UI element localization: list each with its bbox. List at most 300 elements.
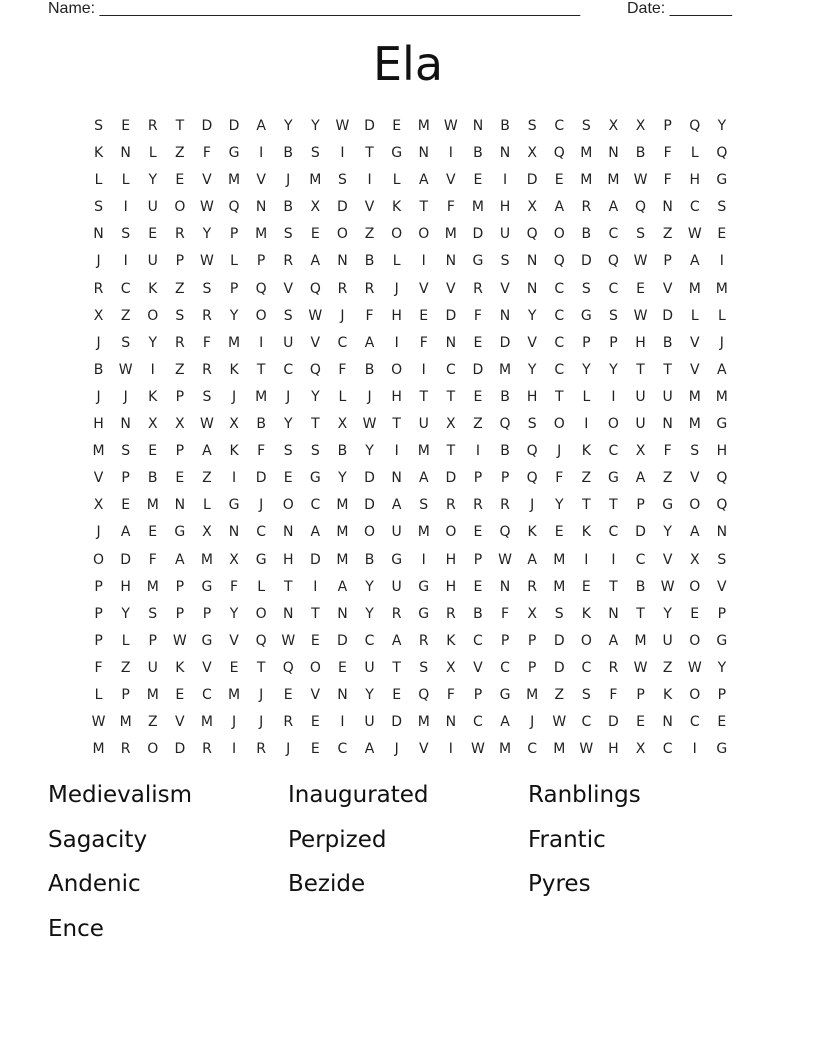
grid-letter: P (148, 632, 157, 649)
grid-letter: T (446, 443, 456, 460)
grid-letter: O (174, 199, 186, 216)
grid-letter: J (259, 497, 264, 514)
grid-letter: N (526, 280, 538, 297)
grid-letter: F (230, 578, 239, 595)
grid-letter: Y (663, 524, 672, 541)
grid-letter: I (448, 741, 453, 758)
grid-letter: P (175, 578, 185, 595)
grid-letter: U (635, 388, 646, 405)
grid-letter: W (498, 551, 512, 568)
grid-letter: E (283, 686, 293, 703)
grid-letter: S (94, 199, 103, 216)
grid-letter: I (611, 388, 616, 405)
grid-letter: C (554, 307, 565, 324)
grid-letter: N (282, 605, 294, 622)
grid-letter: U (364, 659, 375, 676)
grid-letter: E (121, 118, 131, 134)
grid-letter: Y (148, 334, 158, 351)
grid-letter: M (146, 578, 159, 595)
grid-letter: P (636, 497, 645, 514)
grid-letter: Y (148, 172, 158, 189)
grid-letter: C (473, 714, 483, 731)
grid-letter: O (309, 659, 321, 676)
grid-letter: M (417, 118, 430, 134)
grid-letter: Y (229, 307, 239, 324)
grid-letter: Y (365, 578, 374, 595)
grid-letter: R (337, 280, 348, 297)
grid-letter: S (283, 226, 293, 243)
grid-letter: X (229, 551, 239, 568)
grid-letter: H (608, 741, 619, 758)
grid-letter: P (175, 388, 185, 405)
grid-letter: P (663, 253, 672, 270)
grid-letter: C (554, 118, 565, 134)
grid-letter: O (391, 361, 403, 378)
grid-letter: X (635, 443, 646, 460)
grid-letter: F (609, 686, 618, 703)
grid-letter: C (473, 632, 483, 649)
grid-letter: T (636, 605, 645, 622)
grid-letter: S (717, 551, 727, 568)
grid-letter: S (717, 199, 727, 216)
grid-letter: W (335, 118, 350, 134)
grid-letter: W (633, 307, 648, 324)
grid-letter: U (499, 226, 511, 243)
grid-letter: I (123, 253, 128, 270)
grid-letter: R (283, 714, 294, 731)
grid-letter: G (391, 551, 403, 568)
grid-letter: W (91, 714, 106, 731)
grid-letter: W (281, 632, 296, 649)
grid-letter: D (228, 118, 240, 134)
grid-letter: X (527, 145, 537, 162)
grid-letter: P (202, 605, 212, 622)
grid-letter: Z (202, 470, 212, 487)
grid-letter: N (716, 524, 728, 541)
grid-letter: C (445, 361, 456, 378)
grid-letter: D (472, 361, 484, 378)
grid-letter: Q (526, 470, 538, 487)
header (0, 0, 816, 20)
grid-letter: N (526, 253, 538, 270)
grid-letter: E (310, 226, 320, 243)
grid-letter: F (446, 199, 455, 216)
grid-letter: P (636, 686, 645, 703)
grid-letter: B (364, 551, 375, 568)
grid-letter: U (147, 199, 158, 216)
grid-letter: A (554, 199, 565, 216)
grid-letter: M (688, 280, 701, 297)
grid-letter: H (526, 388, 538, 405)
grid-letter: G (255, 551, 267, 568)
grid-letter: B (662, 334, 673, 351)
grid-letter: Z (147, 714, 158, 731)
grid-letter: L (392, 253, 401, 270)
grid-letter: P (500, 632, 510, 649)
grid-letter: X (147, 416, 158, 433)
grid-letter: O (255, 307, 267, 324)
grid-letter: O (147, 741, 159, 758)
grid-letter: M (417, 524, 430, 541)
grid-letter: M (526, 686, 539, 703)
grid-letter: N (662, 714, 673, 731)
grid-letter: P (94, 605, 103, 622)
grid-letter: D (120, 551, 132, 568)
grid-letter: V (689, 334, 700, 351)
grid-letter: T (175, 118, 185, 134)
grid-letter: X (635, 741, 646, 758)
grid-letter: N (662, 416, 673, 433)
grid-letter: J (231, 388, 237, 405)
grid-letter: S (500, 253, 510, 270)
grid-letter: F (473, 307, 482, 324)
grid-letter: S (310, 443, 320, 460)
grid-letter: G (716, 632, 728, 649)
grid-letter: J (96, 334, 101, 351)
grid-letter: E (636, 714, 645, 731)
grid-letter: D (445, 470, 457, 487)
grid-letter: U (364, 714, 375, 731)
grid-letter: M (228, 172, 241, 189)
grid-letter: D (526, 172, 538, 189)
grid-letter: M (336, 551, 349, 568)
grid-letter: W (552, 714, 567, 731)
grid-letter: M (228, 334, 241, 351)
grid-letter: D (174, 741, 186, 758)
grid-letter: L (148, 145, 157, 162)
grid-letter: L (690, 145, 699, 162)
grid-letter: R (445, 497, 456, 514)
grid-letter: S (202, 388, 212, 405)
grid-letter: V (310, 334, 321, 351)
grid-letter: L (94, 686, 103, 703)
grid-letter: M (309, 172, 322, 189)
grid-letter: J (96, 524, 101, 541)
grid-letter: K (527, 524, 537, 541)
grid-letter: L (582, 388, 591, 405)
grid-letter: C (554, 280, 565, 297)
grid-letter: P (500, 470, 510, 487)
grid-letter: I (340, 714, 345, 731)
grid-letter: G (472, 253, 484, 270)
grid-letter: S (121, 443, 131, 460)
grid-letter: F (555, 470, 564, 487)
grid-letter: V (256, 172, 266, 189)
grid-letter: N (391, 470, 402, 487)
grid-letter: E (690, 605, 700, 622)
grid-letter: F (501, 605, 510, 622)
grid-letter: N (337, 605, 348, 622)
grid-letter: B (256, 416, 266, 433)
grid-letter: O (689, 632, 701, 649)
grid-letter: V (364, 199, 375, 216)
grid-letter: I (231, 470, 237, 487)
grid-letter: D (309, 551, 321, 568)
grid-letter: K (663, 686, 673, 703)
grid-letter: A (717, 361, 727, 378)
grid-letter: J (96, 253, 101, 270)
grid-letter: I (475, 443, 480, 460)
grid-letter: C (554, 361, 565, 378)
grid-letter: W (687, 659, 702, 676)
grid-letter: I (340, 145, 345, 162)
grid-letter: Y (121, 605, 130, 622)
grid-letter: Z (662, 659, 673, 676)
grid-letter: S (283, 443, 293, 460)
grid-letter: Y (717, 659, 727, 676)
grid-letter: G (662, 497, 674, 514)
grid-letter: N (445, 334, 457, 351)
grid-letter: P (175, 443, 185, 460)
grid-letter: I (123, 199, 128, 216)
grid-letter: A (120, 524, 131, 541)
grid-letter: I (719, 253, 724, 270)
grid-letter: I (421, 551, 426, 568)
grid-letter: C (202, 686, 212, 703)
grid-letter: R (202, 361, 212, 378)
grid-letter: P (473, 470, 483, 487)
grid-letter: G (309, 470, 321, 487)
grid-letter: I (421, 361, 426, 378)
grid-letter: U (391, 578, 402, 595)
grid-letter: E (175, 172, 185, 189)
grid-letter: B (337, 443, 348, 460)
grid-letter: M (92, 741, 105, 758)
grid-letter: C (581, 659, 592, 676)
word-list-item: Frantic (528, 826, 606, 853)
grid-letter: H (120, 578, 131, 595)
grid-letter: O (689, 497, 701, 514)
grid-letter: X (446, 416, 456, 433)
grid-letter: M (580, 172, 593, 189)
grid-letter: P (229, 280, 239, 297)
grid-letter: S (554, 605, 564, 622)
grid-letter: V (418, 280, 429, 297)
grid-letter: T (392, 416, 401, 433)
grid-letter: S (527, 416, 537, 433)
grid-letter: F (257, 443, 266, 460)
grid-letter: V (229, 632, 239, 649)
grid-letter: V (717, 578, 727, 595)
grid-letter: N (445, 253, 457, 270)
grid-letter: X (337, 416, 348, 433)
grid-letter: S (121, 226, 131, 243)
grid-letter: B (283, 145, 294, 162)
grid-letter: D (499, 334, 511, 351)
grid-letter: T (365, 145, 374, 162)
grid-letter: G (228, 145, 240, 162)
grid-letter: B (635, 145, 646, 162)
grid-letter: B (473, 145, 483, 162)
grid-letter: M (499, 741, 512, 758)
grid-letter: E (283, 470, 293, 487)
grid-letter: C (554, 334, 565, 351)
grid-letter: R (473, 280, 483, 297)
grid-letter: A (337, 578, 348, 595)
grid-letter: E (473, 578, 483, 595)
grid-letter: Z (120, 307, 131, 324)
grid-letter: C (689, 199, 700, 216)
grid-letter: T (419, 388, 429, 405)
grid-letter: C (608, 524, 619, 541)
grid-letter: E (310, 632, 320, 649)
grid-letter: R (500, 497, 510, 514)
grid-letter: P (473, 551, 483, 568)
grid-letter: W (660, 578, 675, 595)
grid-letter: V (202, 172, 212, 189)
grid-letter: E (554, 524, 564, 541)
grid-letter: R (283, 253, 294, 270)
grid-letter: N (120, 416, 131, 433)
grid-letter: O (553, 226, 565, 243)
grid-letter: J (96, 388, 101, 405)
grid-letter: X (527, 199, 537, 216)
grid-letter: S (148, 605, 158, 622)
grid-letter: D (608, 714, 619, 731)
grid-letter: G (174, 524, 186, 541)
grid-letter: R (202, 307, 212, 324)
grid-letter: F (663, 443, 672, 460)
grid-letter: Z (120, 659, 131, 676)
grid-letter: A (391, 632, 402, 649)
grid-letter: E (229, 659, 239, 676)
grid-letter: B (364, 361, 375, 378)
grid-letter: D (364, 118, 375, 134)
grid-letter: S (527, 118, 537, 134)
grid-letter: B (147, 470, 158, 487)
grid-letter: Y (582, 361, 591, 378)
grid-letter: J (259, 686, 264, 703)
grid-letter: I (367, 172, 372, 189)
grid-letter: M (553, 741, 566, 758)
grid-letter: J (394, 280, 399, 297)
grid-letter: V (310, 686, 321, 703)
grid-letter: H (716, 443, 728, 460)
grid-letter: V (689, 470, 700, 487)
grid-letter: G (716, 172, 728, 189)
grid-letter: D (337, 632, 348, 649)
grid-letter: Y (365, 605, 374, 622)
grid-letter: K (581, 605, 591, 622)
grid-letter: M (499, 361, 512, 378)
grid-letter: C (689, 714, 700, 731)
grid-letter: M (417, 714, 430, 731)
grid-letter: R (364, 280, 375, 297)
grid-letter: C (662, 741, 673, 758)
grid-letter: H (391, 307, 402, 324)
grid-letter: Y (202, 226, 212, 243)
grid-letter: P (609, 334, 618, 351)
grid-letter: O (689, 686, 701, 703)
grid-letter: D (364, 470, 375, 487)
grid-letter: M (688, 416, 701, 433)
grid-letter: B (364, 253, 375, 270)
grid-letter: L (257, 578, 266, 595)
grid-letter: C (337, 334, 348, 351)
grid-letter: E (310, 714, 320, 731)
grid-letter: O (147, 307, 159, 324)
grid-letter: F (202, 145, 211, 162)
grid-letter: Y (283, 118, 293, 134)
grid-letter: T (311, 605, 320, 622)
grid-letter: X (635, 118, 646, 134)
grid-letter: N (472, 118, 484, 134)
grid-letter: L (338, 388, 347, 405)
grid-letter: S (121, 334, 131, 351)
grid-letter: I (584, 551, 589, 568)
word-list-item: Medievalism (48, 782, 193, 808)
grid-letter: E (392, 118, 402, 134)
grid-letter: M (200, 714, 213, 731)
grid-letter: J (530, 714, 535, 731)
grid-letter: C (337, 741, 348, 758)
grid-letter: Z (364, 226, 375, 243)
grid-letter: R (391, 605, 402, 622)
grid-letter: M (92, 443, 105, 460)
grid-letter: U (635, 416, 646, 433)
grid-letter: Q (418, 686, 430, 703)
grid-letter: I (421, 253, 426, 270)
grid-letter: Z (175, 280, 185, 297)
grid-letter: V (446, 172, 456, 189)
grid-letter: K (392, 199, 402, 216)
grid-letter: C (608, 226, 619, 243)
grid-letter: J (286, 172, 291, 189)
grid-letter: N (418, 145, 429, 162)
grid-letter: Y (717, 118, 727, 134)
grid-letter: M (200, 551, 213, 568)
grid-letter: R (120, 741, 131, 758)
grid-letter: E (175, 470, 185, 487)
grid-letter: V (689, 361, 700, 378)
grid-letter: J (286, 741, 291, 758)
grid-letter: W (172, 632, 187, 649)
grid-letter: M (228, 686, 241, 703)
grid-letter: K (229, 443, 239, 460)
grid-letter: W (362, 416, 377, 433)
word-list-item: Pyres (528, 871, 591, 897)
grid-letter: S (608, 307, 618, 324)
grid-letter: Z (554, 686, 565, 703)
grid-letter: A (310, 253, 321, 270)
grid-letter: A (364, 741, 375, 758)
grid-letter: P (527, 659, 537, 676)
grid-letter: A (527, 551, 537, 568)
grid-letter: V (93, 470, 104, 487)
grid-letter: K (93, 145, 104, 162)
grid-letter: E (473, 524, 483, 541)
word-list-item: Ence (48, 915, 104, 942)
grid-letter: F (94, 659, 103, 676)
grid-letter: X (202, 524, 212, 541)
grid-letter: S (636, 226, 645, 243)
grid-letter: K (148, 388, 158, 405)
grid-letter: P (663, 118, 672, 134)
grid-letter: Y (229, 605, 239, 622)
grid-letter: D (553, 632, 565, 649)
grid-letter: M (553, 551, 566, 568)
grid-letter: F (446, 686, 455, 703)
grid-letter: J (557, 443, 562, 460)
grid-letter: J (719, 334, 724, 351)
name-field-label: Name: ______________________________________________________ (48, 0, 581, 17)
grid-letter: K (581, 443, 591, 460)
grid-letter: N (174, 497, 186, 514)
grid-letter: F (338, 361, 347, 378)
grid-letter: I (259, 145, 264, 162)
grid-letter: Y (527, 361, 537, 378)
grid-letter: R (147, 118, 158, 134)
